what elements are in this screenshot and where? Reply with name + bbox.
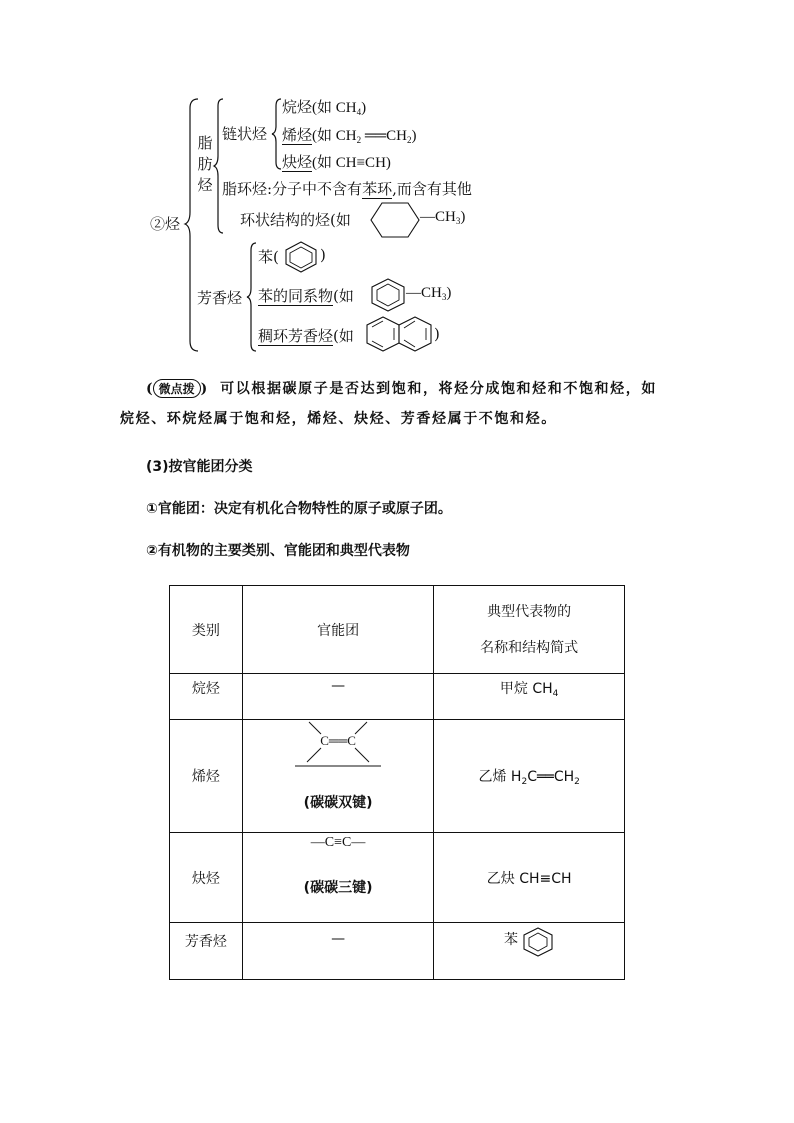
benzene-rep-icon bbox=[522, 927, 554, 957]
group-cell bbox=[242, 720, 434, 833]
category-cell: 芳香烃 bbox=[170, 923, 243, 980]
representative-cell: 乙烯 $H_2C══CH_2$ bbox=[434, 720, 625, 833]
aliphatic-brace bbox=[213, 98, 225, 234]
alkane-line bbox=[282, 96, 366, 117]
table-row bbox=[170, 720, 625, 833]
tree-root-label: ②烃 bbox=[150, 215, 181, 233]
table-row bbox=[170, 833, 625, 923]
tip-text-2: 烷烃、环烷烃属于饱和烃，烯烃、炔烃、芳香烃属于不饱和烃。 bbox=[120, 411, 557, 427]
homolog-name: 苯的同系物 bbox=[258, 287, 334, 305]
group-cell: — bbox=[242, 923, 434, 980]
alicyclic-methyl: $—CH_3$) bbox=[420, 209, 466, 226]
table-row bbox=[170, 674, 625, 720]
homolog-methyl: $—CH_3$) bbox=[406, 285, 452, 302]
alicyclic-line-2: 环状结构的烃(如 bbox=[240, 211, 351, 229]
category-cell: 烯烃 bbox=[170, 720, 243, 833]
representative-cell: 乙炔 CH≡CH bbox=[434, 833, 625, 923]
tip-badge: 微点拨 bbox=[153, 379, 201, 398]
alicyclic-line-1: 脂环烃:分子中不含有苯环,而含有其他 bbox=[222, 180, 472, 198]
alkyne-example: (如 CH≡CH) bbox=[312, 155, 391, 171]
triple-bond-note: (碳碳三键) bbox=[303, 880, 373, 896]
category-cell: 炔烃 bbox=[170, 833, 243, 923]
fused-ring-name: 稠环芳香烃 bbox=[258, 327, 334, 345]
representative-cell bbox=[434, 923, 625, 980]
category-cell: 烷烃 bbox=[170, 674, 243, 720]
aliphatic-label: 脂肪烃 bbox=[197, 134, 213, 194]
header-functional-group: 官能团 bbox=[242, 586, 434, 674]
functional-group-table bbox=[169, 585, 625, 980]
naphthalene-structure-icon bbox=[366, 316, 434, 352]
benzene-rep-name: 苯 bbox=[503, 932, 518, 948]
representative-cell: 甲烷 $CH_4$ bbox=[434, 674, 625, 720]
alkyne-name: 炔烃 bbox=[282, 153, 313, 171]
double-bond-formula: C══C bbox=[320, 733, 356, 748]
alkane-name: 烷烃 bbox=[282, 98, 313, 116]
alkyne-line bbox=[282, 151, 391, 172]
benzene-structure-icon bbox=[284, 241, 318, 273]
group-cell: — bbox=[242, 674, 434, 720]
benzene-line: 苯( bbox=[258, 248, 279, 266]
table-header-row bbox=[170, 586, 625, 674]
aromatic-brace bbox=[246, 242, 258, 352]
tip-line-1: ( 微点拨 ) 可以根据碳原子是否达到饱和，将烃分成饱和烃和不饱和烃，如 bbox=[146, 381, 657, 397]
tip-text-1: 可以根据碳原子是否达到饱和，将烃分成饱和烃和不饱和烃，如 bbox=[220, 381, 657, 397]
toluene-ring-icon bbox=[370, 278, 406, 312]
triple-bond-formula: —C≡C— bbox=[310, 835, 366, 850]
header-representative: 典型代表物的 名称和结构简式 bbox=[434, 586, 625, 674]
section-item-2: ②有机物的主要类别、官能团和典型代表物 bbox=[146, 543, 410, 559]
alkene-example: (如 $CH_2$ $══CH_2$) bbox=[312, 128, 417, 145]
section-item-1: ①官能团：决定有机化合物特性的原子或原子团。 bbox=[146, 501, 452, 517]
fused-ring-close: ) bbox=[434, 325, 440, 343]
fused-ring-line: 稠环芳香烃(如 bbox=[258, 327, 354, 345]
alkane-example: (如 $CH_4$) bbox=[312, 100, 367, 117]
section-heading: (3)按官能团分类 bbox=[146, 459, 253, 475]
double-bond-note: (碳碳双键) bbox=[303, 795, 373, 811]
homolog-line: 苯的同系物(如 bbox=[258, 287, 354, 305]
group-cell bbox=[242, 833, 434, 923]
alkene-name: 烯烃 bbox=[282, 126, 313, 144]
cyclohexane-structure-icon bbox=[370, 202, 420, 238]
table-row bbox=[170, 923, 625, 980]
aromatic-label: 芳香烃 bbox=[197, 289, 243, 307]
benzene-ring-term: 苯环 bbox=[362, 180, 393, 198]
chain-hydrocarbon-label: 链状烃 bbox=[222, 125, 268, 143]
benzene-close: ) bbox=[320, 246, 326, 264]
header-category: 类别 bbox=[170, 586, 243, 674]
alkene-line bbox=[282, 124, 416, 145]
